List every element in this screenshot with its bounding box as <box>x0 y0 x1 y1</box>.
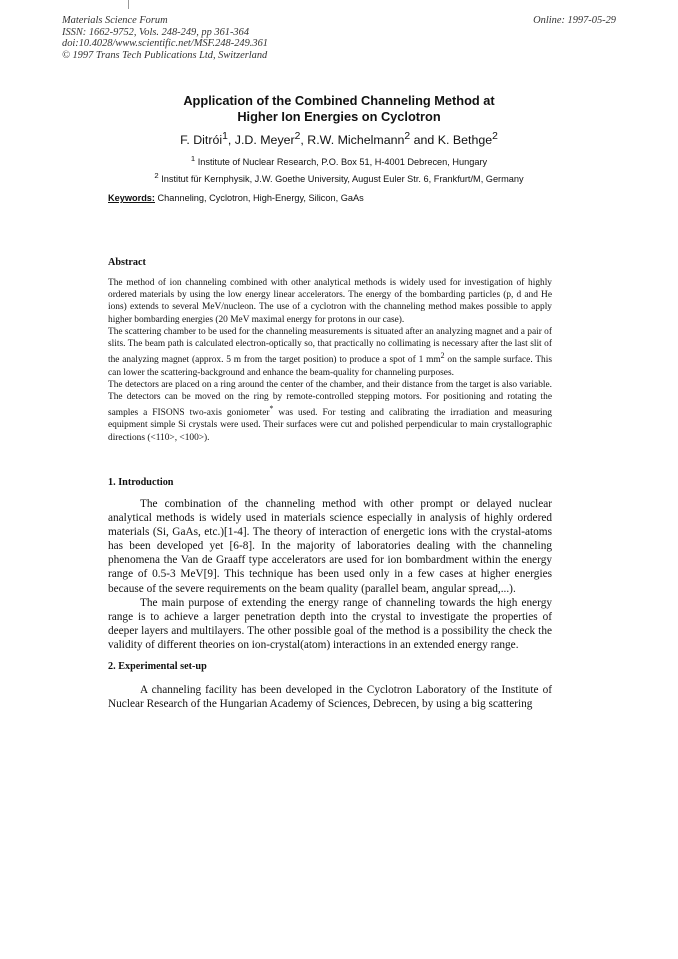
author-name: , R.W. Michelmann <box>300 133 405 148</box>
introduction-paragraph: The main purpose of extending the energy range of channeling towards the high energy range is to achieve a larger penetration depth into the crystal to investigate the properties of deeper layers and multilayers. The other possible goal of the method is a possibility the check the validity of different theories on ion-crystal(atom) interactions in an extended energy range. <box>108 596 552 651</box>
keywords-label: Keywords: <box>108 193 155 203</box>
author-name: , J.D. Meyer <box>227 133 295 148</box>
introduction-body <box>108 497 552 652</box>
abstract-paragraph: The detectors are placed on a ring around the center of the chamber, and their distance from the target is also variable. The detectors can be moved on the ring by remote-controlled stepping motors. For positioning and rotating the samples a FISONS two-axis goniometer* was used. For testing and calibrating the irradiation and measuring equipment simple Si crystals were used. Their surfaces were cut and polished perpendicular to main crystallographic directions (<110>, <100>). <box>108 379 552 443</box>
author-name: and K. Bethge <box>410 133 493 148</box>
abstract-paragraph: The method of ion channeling combined with other analytical methods is widely used for investigation of highly ordered materials by using the low energy linear accelerators. The energy of the bombarding particles (p, d and He ions) extends to several MeV/nucleon. The use of a cyclotron with the channeling method makes possible to apply higher bombarding energies (20 MeV maximal energy for protons in our case). <box>108 278 552 325</box>
paper-title <box>0 93 678 125</box>
experimental-body <box>108 683 552 711</box>
author-affil-sup: 2 <box>404 131 411 142</box>
abstract-body <box>108 277 552 444</box>
keywords-text: Channeling, Cyclotron, High-Energy, Silicon, GaAs <box>154 193 364 203</box>
keywords <box>108 193 364 203</box>
title-line-2: Higher Ion Energies on Cyclotron <box>237 109 441 124</box>
doi-link[interactable]: doi:10.4028/www.scientific.net/MSF.248-249.361 <box>62 38 268 50</box>
affil-text: Institute of Nuclear Research, P.O. Box 51, H-4001 Debrecen, Hungary <box>195 157 488 168</box>
author-list <box>0 131 678 147</box>
introduction-heading: 1. Introduction <box>108 477 174 488</box>
issn-line: ISSN: 1662-9752, Vols. 248-249, pp 361-364 <box>62 26 250 38</box>
affil-sup: 1 <box>190 154 196 163</box>
page-edge-mark <box>128 0 129 9</box>
author-affil-sup: 2 <box>294 131 301 142</box>
affiliation-1 <box>0 154 678 167</box>
affiliation-2 <box>0 171 678 184</box>
experimental-paragraph: A channeling facility has been developed in the Cyclotron Laboratory of the Institute of Nuclear Research of the Hungarian Academy of Sciences, Debrecen, by using a big scattering <box>108 684 552 711</box>
author-affil-sup: 2 <box>492 131 498 142</box>
title-line-1: Application of the Combined Channeling Method at <box>183 93 495 108</box>
author-name: F. Ditrói <box>180 133 223 148</box>
online-date: Online: 1997-05-29 <box>533 15 616 26</box>
introduction-paragraph: The combination of the channeling method with other prompt or delayed nuclear analytical methods is widely used in materials science especially in analysis of highly ordered materials (Si, GaAs, etc.)[1-4]. The theory of interaction of energetic ions with the crystal-atoms has been developed yet [6-8]. In the majority of laboratories dealing with the channeling phenomena the Van de Graaff type accelerators are used for ion bombardment within the energy range of 0.5-3 MeV[9]. This technique has been used only in a few cases at higher energies because of the severe requirements on the beam quality (parallel beam, angular spread,...). <box>108 498 552 595</box>
abstract-heading: Abstract <box>108 257 146 268</box>
abstract-paragraph: The scattering chamber to be used for the channeling measurements is situated after an analyzing magnet and a pair of slits. The beam path is calculated electron-optically so, that practically no collimating is necessary after the last slit of the analyzing magnet (approx. 5 m from the target position) to produce a spot of 1 $mm^2$ on the sample surface. This can lower the scattering-background and enhance the beam-quality for channeling purposes. <box>108 326 552 378</box>
copyright-line: © 1997 Trans Tech Publications Ltd, Switzerland <box>62 49 268 61</box>
affil-sup: 2 <box>154 171 159 180</box>
journal-name: Materials Science Forum <box>62 15 168 26</box>
journal-header <box>62 15 268 61</box>
affil-text: Institut für Kernphysik, J.W. Goethe University, August Euler Str. 6, Frankfurt/M, Germany <box>158 174 524 185</box>
author-affil-sup: 1 <box>222 131 228 142</box>
experimental-heading: 2. Experimental set-up <box>108 661 207 672</box>
